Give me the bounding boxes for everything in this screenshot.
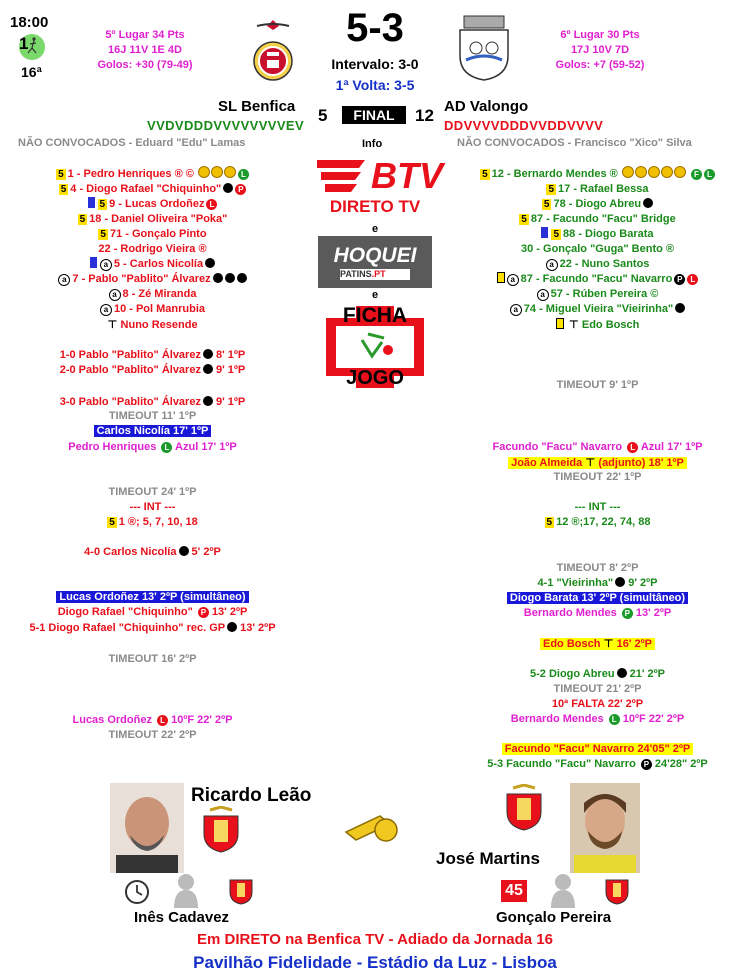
goal-ball-icon: [223, 183, 233, 193]
shot-clock: 45: [501, 880, 527, 902]
hoquei-text: HOQUEI: [333, 244, 417, 267]
away-timeout: TIMEOUT 21' 2ºP: [553, 683, 642, 695]
penalty-icon: P: [198, 607, 209, 618]
foul-green-icon: L: [161, 442, 172, 453]
foul-red-icon: L: [627, 442, 638, 453]
home-goal-event: [0, 545, 305, 560]
federation-crest-small: [228, 874, 254, 906]
foul-green-icon: F: [691, 169, 702, 180]
and-label: e: [371, 289, 379, 301]
player-name: 88 - Diogo Barata: [563, 228, 654, 240]
goal-ball-icon: [615, 577, 625, 587]
direto-tv-label: DIRETO TV: [329, 197, 421, 216]
home-blue-card: [0, 424, 305, 439]
ficha-jogo-logo[interactable]: [322, 304, 428, 390]
goal-ball-icon: [203, 396, 213, 406]
player-name: 10 - Pol Manrubia: [113, 303, 206, 315]
captain-a-icon: a: [109, 289, 121, 301]
home-timeout: TIMEOUT 24' 1ºP: [108, 486, 197, 498]
yellow-dot-icon: [622, 166, 634, 178]
away-player-row: [445, 212, 750, 227]
away-five: [445, 515, 750, 530]
person-silhouette-icon: [549, 872, 577, 908]
blue-card-icon: [541, 227, 548, 238]
away-stats: [535, 28, 665, 73]
round-badge: [19, 34, 45, 60]
penalty-icon: P: [674, 274, 685, 285]
first-leg-score: 1ª Volta: 3-5: [335, 77, 415, 93]
captain-a-icon: a: [507, 274, 519, 286]
home-player-row: [0, 166, 305, 182]
player-name: 30 - Gonçalo "Guga" Bento ®: [521, 243, 674, 255]
captain-a-icon: a: [537, 289, 549, 301]
away-team-name: AD Valongo: [444, 98, 529, 115]
away-player-row: [445, 227, 750, 242]
starter-badge: 5: [109, 517, 115, 528]
player-name: 7 - Pablo "Pablito" Álvarez: [72, 273, 211, 285]
card-time: 13' 2ºP: [208, 606, 248, 618]
home-blue-card: [0, 590, 305, 605]
card-time: 10ºF 22' 2ºP: [168, 714, 233, 726]
foul-red-icon: L: [206, 199, 217, 210]
and-label: e: [371, 223, 379, 235]
away-card-event: [445, 712, 750, 727]
final-status: FINAL: [342, 106, 406, 124]
away-stats-line: Golos: +7 (59-52): [555, 59, 645, 71]
away-goal-event: [445, 757, 750, 772]
home-card-event: [0, 440, 305, 455]
away-timeout: TIMEOUT 9' 1ºP: [556, 379, 639, 391]
starter-badge: 5: [543, 199, 550, 210]
patins-text: PATINS: [340, 269, 372, 279]
away-coach-event: [445, 455, 750, 471]
goal-ball-icon: [675, 303, 685, 313]
home-stats-line: 5º Lugar 34 Pts: [105, 29, 185, 41]
yellow-dot-icon: [635, 166, 647, 178]
kickoff-time: 18:00: [10, 14, 49, 31]
card-time: 13' 2ºP: [632, 607, 672, 619]
player-name: 8 - Zé Miranda: [122, 288, 197, 300]
away-player-row: [445, 197, 750, 212]
hoquei-patins-logo[interactable]: [318, 236, 432, 288]
home-player-row: [0, 227, 305, 242]
goal-ball-icon: [225, 273, 235, 283]
goal-text: 5-2 Diogo Abreu: [530, 668, 615, 680]
goal-ball-icon: [205, 258, 215, 268]
yellow-dot-icon: [674, 166, 686, 178]
player-name: 4 - Diogo Rafael "Chiquinho": [70, 183, 222, 195]
whistle-icon: [340, 806, 410, 846]
foul-red-icon: L: [687, 274, 698, 285]
away-player-row: [445, 242, 750, 257]
goal-ball-icon: [617, 668, 627, 678]
home-player-row: [0, 272, 305, 287]
goal-time: 5' 2ºP: [188, 546, 221, 558]
card-player: Facundo "Facu" Navarro: [492, 441, 623, 453]
penalty-icon: P: [235, 184, 246, 195]
federation-crest: [200, 806, 242, 854]
auxiliary-name: Gonçalo Pereira: [496, 909, 612, 926]
away-blue-card: [445, 591, 750, 606]
card-time: 10ºF 22' 2ºP: [619, 713, 685, 725]
card-player: Bernardo Mendes: [523, 607, 617, 619]
home-five: [0, 515, 305, 530]
coach-name: Edo Bosch: [581, 319, 640, 331]
player-name: 22 - Nuno Santos: [559, 258, 650, 270]
away-card-event: [445, 440, 750, 455]
blue-card-icon: [88, 197, 95, 208]
yellow-dot-icon: [211, 166, 223, 178]
card-time: Azul 17' 1ºP: [172, 441, 237, 453]
referee-photo: [570, 783, 640, 873]
player-name: 22 - Rodrigo Vieira ®: [98, 243, 207, 255]
player-name: 87 - Facundo "Facu" Navarro: [520, 273, 673, 285]
away-player-row: [445, 257, 750, 272]
goal-ball-icon: [203, 349, 213, 359]
goal-time: 21' 2ºP: [626, 668, 665, 680]
goal-ball-icon: [643, 198, 653, 208]
benfica-crest: [243, 16, 303, 82]
home-player-row: [0, 197, 305, 212]
away-player-row: [445, 182, 750, 197]
btv-swoosh-icon: [315, 154, 375, 198]
player-name: 74 - Miguel Vieira "Vieirinha": [523, 303, 674, 315]
referee-name: Ricardo Leão: [191, 785, 312, 806]
federation-crest: [503, 784, 545, 832]
home-position: 5: [318, 106, 328, 125]
blue-card-text: Carlos Nicolía 17' 1ºP: [94, 425, 212, 437]
card-player: Bernardo Mendes: [510, 713, 604, 725]
referee-name: José Martins: [436, 849, 540, 868]
blue-card-icon: [90, 257, 97, 268]
goal-text: 2-0 Pablo "Pablito" Álvarez: [59, 364, 201, 376]
captain-a-icon: a: [546, 259, 558, 271]
away-highlight-event: [445, 742, 750, 757]
player-name: 71 - Gonçalo Pinto: [109, 228, 207, 240]
home-player-row: [0, 242, 305, 257]
starter-badge: 5: [482, 169, 488, 180]
player-name: 5 - Carlos Nicolía: [113, 258, 204, 270]
foul-red-icon: L: [157, 715, 168, 726]
away-stats-line: 6º Lugar 30 Pts: [560, 29, 640, 41]
jogo-text: JOGO: [346, 367, 404, 389]
five-list: 1 ®; 5, 7, 10, 18: [118, 516, 198, 528]
starter-badge: 5: [548, 184, 555, 195]
goal-time: 24'28" 2ºP: [651, 758, 708, 770]
halftime-score: Intervalo: 3-0: [331, 56, 419, 72]
btv-logo[interactable]: [315, 154, 443, 198]
home-player-row: [0, 287, 305, 302]
away-player-row: [445, 302, 750, 317]
goal-text: 4-1 "Vieirinha": [537, 577, 614, 589]
home-roster: [0, 166, 305, 333]
starter-badge: 5: [99, 199, 106, 210]
goal-time: 13' 2ºP: [237, 622, 276, 634]
goal-time: 9' 1ºP: [212, 396, 246, 408]
foul-green-icon: L: [238, 169, 249, 180]
goal-ball-icon: [203, 364, 213, 374]
home-timeout: TIMEOUT 22' 2ºP: [108, 729, 197, 741]
card-player: Lucas Ordoñez: [72, 714, 152, 726]
player-name: 1 - Pedro Henriques ® ©: [67, 168, 194, 180]
foul-green-icon: L: [704, 169, 715, 180]
home-player-row: [0, 182, 305, 197]
ficha-text: FICHA: [342, 304, 408, 327]
home-card-event: [0, 605, 305, 620]
captain-a-icon: a: [510, 304, 522, 316]
yellow-card-icon: [556, 318, 564, 329]
home-player-row: [0, 257, 305, 272]
starter-badge: 5: [58, 169, 64, 180]
yellow-dot-icon: [648, 166, 660, 178]
round-number: 1: [19, 34, 29, 53]
blue-card-text: Lucas Ordoñez 13' 2ºP (simultâneo): [56, 591, 248, 603]
card-player: Diogo Rafael "Chiquinho": [57, 606, 193, 618]
five-list: 12 ®;17, 22, 74, 88: [556, 516, 651, 528]
home-player-row: [0, 212, 305, 227]
goal-text: 3-0 Pablo "Pablito" Álvarez: [59, 396, 201, 408]
coach-name: Nuno Resende: [120, 319, 198, 331]
goal-time: 9' 1ºP: [212, 364, 246, 376]
home-unlisted: NÃO CONVOCADOS - Eduard "Edu" Lamas: [18, 137, 246, 149]
captain-a-icon: a: [58, 274, 70, 286]
away-card-event: [445, 606, 750, 621]
home-form: VVDVDDDVVVVVVVVEV: [147, 118, 305, 133]
yellow-dot-icon: [198, 166, 210, 178]
referee-photo: [110, 783, 184, 873]
coach-event-text: Edo Bosch ⊤ 16' 2ºP: [540, 638, 655, 650]
federation-crest-small: [604, 874, 630, 906]
away-player-row: [445, 287, 750, 302]
away-player-row: [445, 166, 750, 182]
away-foul-event: 10ª FALTA 22' 2ºP: [551, 698, 644, 710]
goal-time: 9' 2ºP: [625, 577, 658, 589]
btv-text: BTV: [371, 155, 443, 196]
goal-text: 5-3 Facundo "Facu" Navarro: [487, 758, 636, 770]
home-goal-event: [0, 348, 305, 363]
away-interval: --- INT ---: [574, 501, 621, 513]
away-goal-event: [445, 667, 750, 682]
yellow-card-icon: [497, 272, 505, 283]
foul-green-icon: L: [609, 714, 620, 725]
goal-ball-icon: [237, 273, 247, 283]
starter-badge: 5: [553, 229, 560, 240]
hockey-player-icon: [19, 34, 45, 60]
coach-event-text: João Almeida ⊤ (adjunto) 18' 1ºP: [508, 457, 687, 469]
away-timeout: TIMEOUT 8' 2ºP: [556, 562, 639, 574]
goal-text: 5-1 Diogo Rafael "Chiquinho" rec. GP: [29, 622, 226, 634]
round-label: 16ª: [21, 64, 42, 80]
info-label: Info: [362, 138, 383, 150]
starter-badge: 5: [60, 184, 67, 195]
home-goal-event: [0, 363, 305, 378]
goal-ball-icon: [227, 622, 237, 632]
starter-badge: 5: [79, 214, 86, 225]
player-name: 57 - Rúben Pereira ©: [550, 288, 659, 300]
yellow-dot-icon: [224, 166, 236, 178]
player-name: 12 - Bernardo Mendes ®: [491, 168, 618, 180]
player-name: 78 - Diogo Abreu: [553, 198, 642, 210]
home-goal-event: [0, 395, 305, 410]
penalty-icon: P: [622, 608, 633, 619]
player-name: 17 - Rafael Bessa: [558, 183, 649, 195]
away-player-row: [445, 317, 750, 333]
away-stats-line: 17J 10V 7D: [570, 44, 630, 56]
captain-a-icon: a: [100, 304, 112, 316]
card-time: Azul 17' 1ºP: [638, 441, 703, 453]
starter-badge: 5: [546, 517, 553, 528]
home-stats-line: Golos: +30 (79-49): [97, 59, 193, 71]
venue: Pavilhão Fidelidade - Estádio da Luz - Lisboa: [193, 953, 557, 972]
goal-text: 1-0 Pablo "Pablito" Álvarez: [59, 349, 201, 361]
home-player-row: [0, 317, 305, 333]
player-name: 9 - Lucas Ordoñez: [109, 198, 205, 210]
goal-time: 8' 1ºP: [212, 349, 246, 361]
away-timeout: TIMEOUT 22' 1ºP: [553, 471, 642, 483]
captain-a-icon: a: [100, 259, 112, 271]
goal-text: 4-0 Carlos Nicolía: [84, 546, 177, 558]
away-position: 12: [415, 106, 434, 125]
starter-badge: 5: [521, 214, 527, 225]
final-score: 5-3: [346, 6, 404, 50]
card-player: Pedro Henriques: [68, 441, 157, 453]
away-player-row: [445, 272, 750, 287]
penalty-icon: P: [641, 759, 652, 770]
home-goal-event: [0, 621, 305, 636]
away-form: DDVVVVDDDVVDDVVVV: [444, 118, 604, 133]
pt-text: .PT: [371, 269, 386, 279]
away-unlisted: NÃO CONVOCADOS - Francisco "Xico" Silva: [457, 137, 692, 149]
clock-icon: [124, 879, 150, 905]
home-team-name: SL Benfica: [218, 98, 296, 115]
highlight-text: Facundo "Facu" Navarro 24'05" 2ºP: [502, 743, 694, 755]
coach-icon: ⊤: [568, 318, 579, 331]
valongo-crest: [452, 14, 516, 82]
home-timeout: TIMEOUT 11' 1ºP: [108, 410, 197, 422]
home-player-row: [0, 302, 305, 317]
coach-icon: ⊤: [107, 318, 118, 331]
home-card-event: [0, 713, 305, 728]
person-silhouette-icon: [172, 872, 200, 908]
starter-badge: 5: [100, 229, 106, 240]
auxiliary-name: Inês Cadavez: [134, 909, 230, 926]
coach-icon: ⊤: [603, 637, 614, 650]
home-interval: --- INT ---: [129, 501, 176, 513]
home-timeout: TIMEOUT 16' 2ºP: [108, 653, 197, 665]
away-coach-event: [445, 636, 750, 652]
away-goal-event: [445, 576, 750, 591]
player-name: 87 - Facundo "Facu" Bridge: [530, 213, 676, 225]
goal-ball-icon: [213, 273, 223, 283]
blue-card-text: Diogo Barata 13' 2ºP (simultâneo): [507, 592, 688, 604]
coach-icon: ⊤: [585, 456, 596, 469]
broadcast-note: Em DIRETO na Benfica TV - Adiado da Jornada 16: [197, 931, 553, 948]
yellow-dot-icon: [661, 166, 673, 178]
away-roster: [445, 166, 750, 333]
home-stats: [80, 28, 210, 73]
home-stats-line: 16J 11V 1E 4D: [107, 44, 182, 56]
goal-ball-icon: [179, 546, 189, 556]
player-name: 18 - Daniel Oliveira "Poka": [89, 213, 228, 225]
